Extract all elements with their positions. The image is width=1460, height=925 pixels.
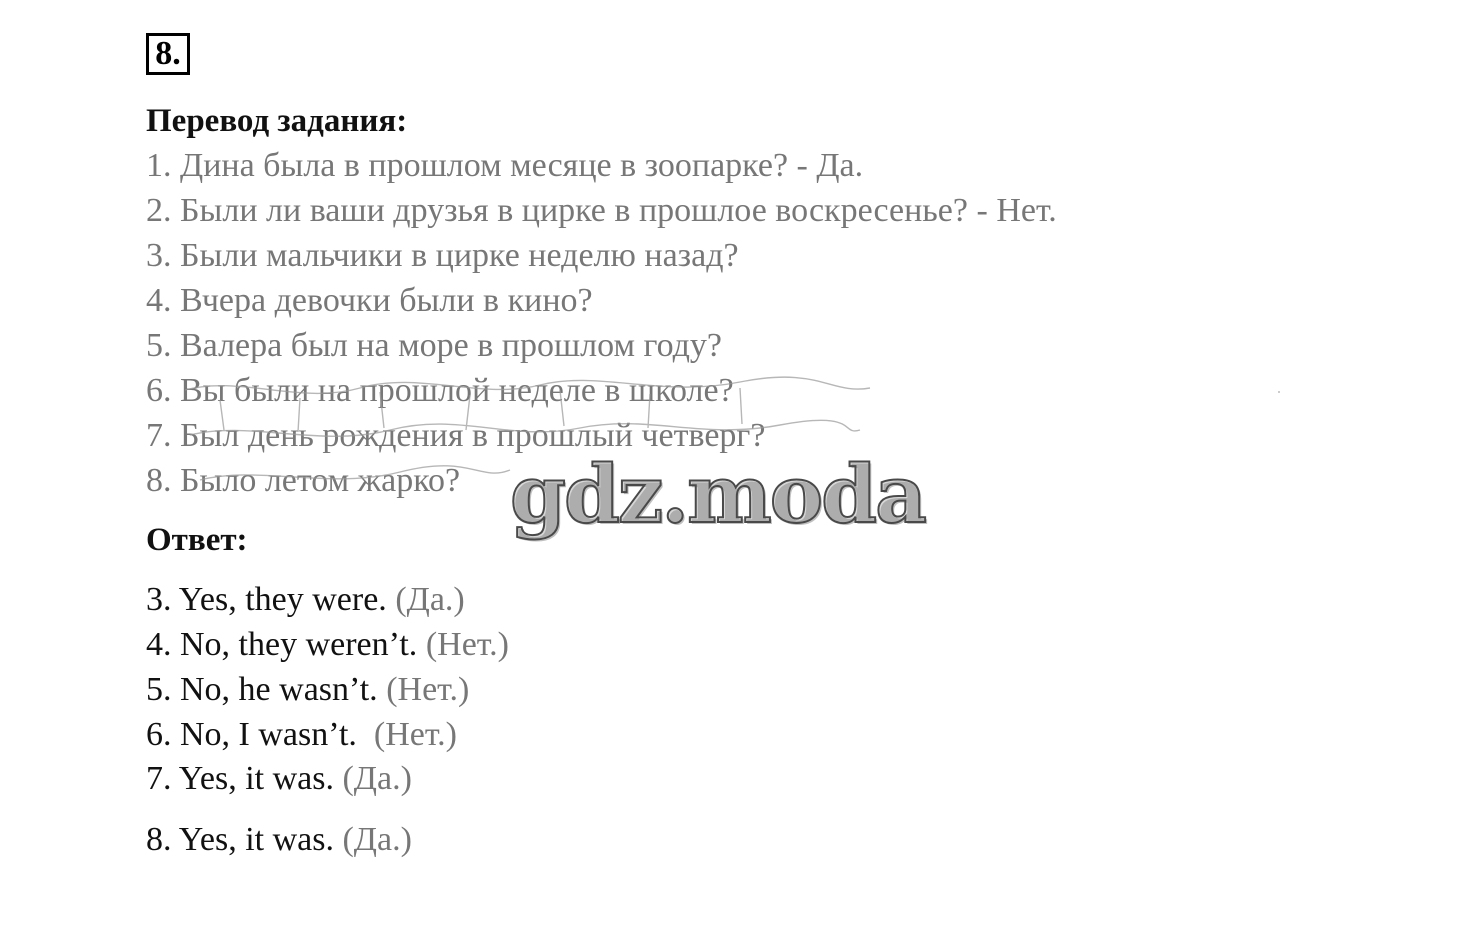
answer-english: 5. No, he wasn’t. [146,671,378,708]
translation-item: 7. Был день рождения в прошлый четверг? [146,417,766,454]
answer-english: 3. Yes, they were. [146,581,387,618]
translation-item: 8. Было летом жарко? [146,462,461,499]
answer-russian: (Нет.) [373,716,457,753]
answer-english: 6. No, I wasn’t. [146,716,366,753]
answer-russian: (Да.) [395,581,465,618]
speck [1278,391,1280,393]
watermark: gdz.moda [510,447,925,541]
answer-english: 8. Yes, it was. [146,821,334,858]
answer-item [146,580,465,620]
answer-russian: (Нет.) [386,671,470,708]
answer-russian: (Да.) [342,821,412,858]
answer-item [146,759,412,799]
answer-item [146,715,457,755]
translation-item: 1. Дина была в прошлом месяце в зоопарке? - Да. [146,147,864,184]
answer-item [146,625,509,665]
translation-item: 3. Были мальчики в цирке неделю назад? [146,237,739,274]
translation-item: 6. Вы были на прошлой неделе в школе? [146,372,734,409]
task-number-box [146,33,190,75]
answer-item [146,820,412,860]
answer-russian: (Нет.) [425,626,509,663]
translation-item: 4. Вчера девочки были в кино? [146,282,593,319]
translation-heading: Перевод задания: [146,103,408,139]
translation-item: 2. Были ли ваши друзья в цирке в прошлое воскресенье? - Нет. [146,192,1057,229]
answer-heading: Ответ: [146,522,248,558]
task-number: 8. [155,35,181,72]
answer-russian: (Да.) [342,760,412,797]
answer-english: 7. Yes, it was. [146,760,334,797]
answer-english: 4. No, they weren’t. [146,626,418,663]
answer-item [146,670,469,710]
translation-item: 5. Валера был на море в прошлом году? [146,327,722,364]
